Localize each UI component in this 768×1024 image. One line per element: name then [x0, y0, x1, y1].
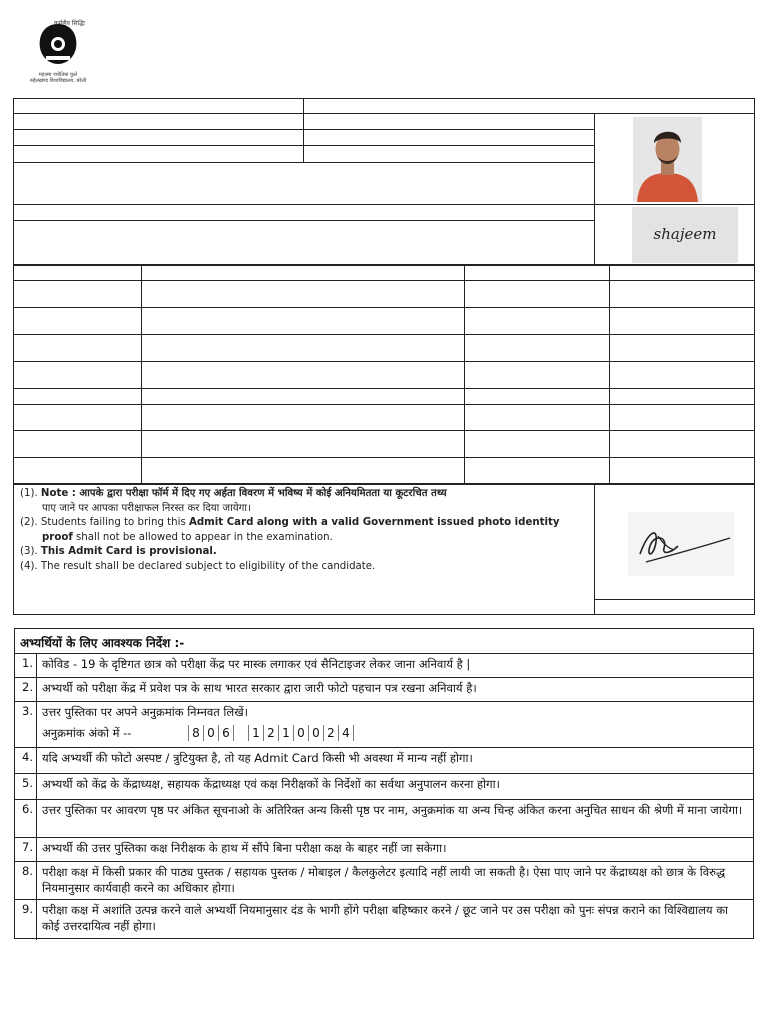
instruction-3-line-1: उत्तर पुस्तिका पर अपने अनुक्रमांक निम्नवत लिखें।: [42, 705, 248, 719]
subject-table: [13, 265, 755, 484]
university-logo: [24, 18, 92, 84]
roll-digit: 2: [263, 725, 278, 741]
note-2-continuation: proof shall not be allowed to appear in the examination.: [42, 531, 333, 543]
roll-digit: 0: [308, 725, 323, 741]
logo-caption-2: रुहेलखण्ड विश्वविद्यालय, बरेली: [29, 78, 87, 84]
instruction-row-2: 2. अभ्यर्थी को परीक्षा केंद्र में प्रवेश पत्र के साथ भारत सरकार द्वारा जारी फोटो पहचान पत्र रखना अनिवार्य है।: [15, 677, 753, 702]
instruction-row-8: 8. परीक्षा कक्ष में किसी प्रकार की पाठ्य पुस्तक / सहायक पुस्तक / मोबाइल / कैलकुलेटर इत्यादि नहीं लायी जा सकती है। ऐसा पाए जाने पर केंद्राध्यक्ष को छात्र के विरुद्ध नियमानुसार कार्यवाही करने का अधिकार होगा।: [15, 861, 753, 900]
logo-emblem-text: कर्मणैव सिद्धिः: [54, 20, 85, 27]
candidate-photo: [633, 117, 702, 202]
roll-digit: 1: [278, 725, 293, 741]
instruction-row-5: 5. अभ्यर्थी को केंद्र के केंद्राध्यक्ष, सहायक केंद्राध्यक्ष एवं कक्ष निरीक्षकों के निर्देशों का सर्वथा अनुपालन करना होगा।: [15, 773, 753, 800]
roll-digit: 2: [323, 725, 338, 741]
note-3: (3). This Admit Card is provisional.: [20, 546, 217, 557]
instruction-3-line-2: अनुक्रमांक अंको में --: [42, 726, 132, 740]
note-1: (1). Note : आपके द्वारा परीक्षा फॉर्म में दिए गए अर्हता विवरण में भविष्य में कोई अनियमितता या कूटरचित तथ्य: [20, 488, 447, 499]
candidate-signature: [632, 207, 738, 263]
instructions-box: [14, 628, 754, 939]
instruction-row-4: 4. यदि अभ्यर्थी की फोटो अस्पष्ट / त्रुटियुक्त है, तो यह Admit Card किसी भी अवस्था में मान्य नहीं होगा।: [15, 747, 753, 774]
roll-digit: 4: [338, 725, 354, 741]
candidate-photo-image: [633, 117, 702, 202]
roll-digit: 1: [248, 725, 263, 741]
roll-digit: 0: [293, 725, 308, 741]
note-1-continuation: पाए जाने पर आपका परीक्षाफल निरस्त कर दिया जायेगा।: [42, 502, 251, 514]
instructions-title: अभ्यर्थियों के लिए आवश्यक निर्देश :-: [20, 636, 185, 650]
instruction-row-9: 9. परीक्षा कक्ष में अशांति उत्पन्न करने वाले अभ्यर्थी नियमानुसार दंड के भागी होंगे परीक्षा बहिष्कार करने / छूट जाने पर उस परीक्षा को पुनः संपन्न कराने का विश्विद्यालय का कोई उत्तरदायित्व नहीं होगा।: [15, 899, 753, 940]
instruction-row-6: 6. उत्तर पुस्तिका पर आवरण पृष्ठ पर अंकित सूचनाओ के अतिरिक्त अन्य किसी पृष्ठ पर नाम, अनुक्रमांक या अन्य चिन्ह अंकित करना अनुचित साधन की श्रेणी में माना जायेगा।: [15, 799, 753, 838]
controller-signature: [628, 512, 734, 576]
roll-digit: 0: [203, 725, 218, 741]
instruction-row-3: 3. उत्तर पुस्तिका पर अपने अनुक्रमांक निम्नवत लिखें। अनुक्रमांक अंको में -- 8 0 6 1 2 1 0 0 2 4: [15, 701, 753, 748]
roll-digit: [233, 725, 248, 741]
signature-text: shajeem: [653, 225, 717, 243]
notes-list: [20, 487, 590, 574]
instruction-row-1: 1. कोविड - 19 के दृष्टिगत छात्र को परीक्षा केंद्र पर मास्क लगाकर एवं सैनिटाइजर लेकर जाना अनिवार्य है |: [15, 653, 753, 678]
instruction-row-7: 7. अभ्यर्थी की उत्तर पुस्तिका कक्ष निरीक्षक के हाथ में सौंपे बिना परीक्षा कक्ष के बाहर नहीं जा सकेगा।: [15, 837, 753, 862]
note-2: (2). Students failing to bring this Admit Card along with a valid Government issued photo identity: [20, 517, 560, 528]
note-4: (4). The result shall be declared subject to eligibility of the candidate.: [20, 560, 376, 572]
controller-signature-icon: [628, 512, 734, 576]
logo-caption-1: महात्मा ज्योतिबा फुले: [38, 72, 78, 78]
roll-digit: 6: [218, 725, 233, 741]
roll-digit: 8: [188, 725, 203, 741]
roll-number-digits: [188, 725, 354, 741]
